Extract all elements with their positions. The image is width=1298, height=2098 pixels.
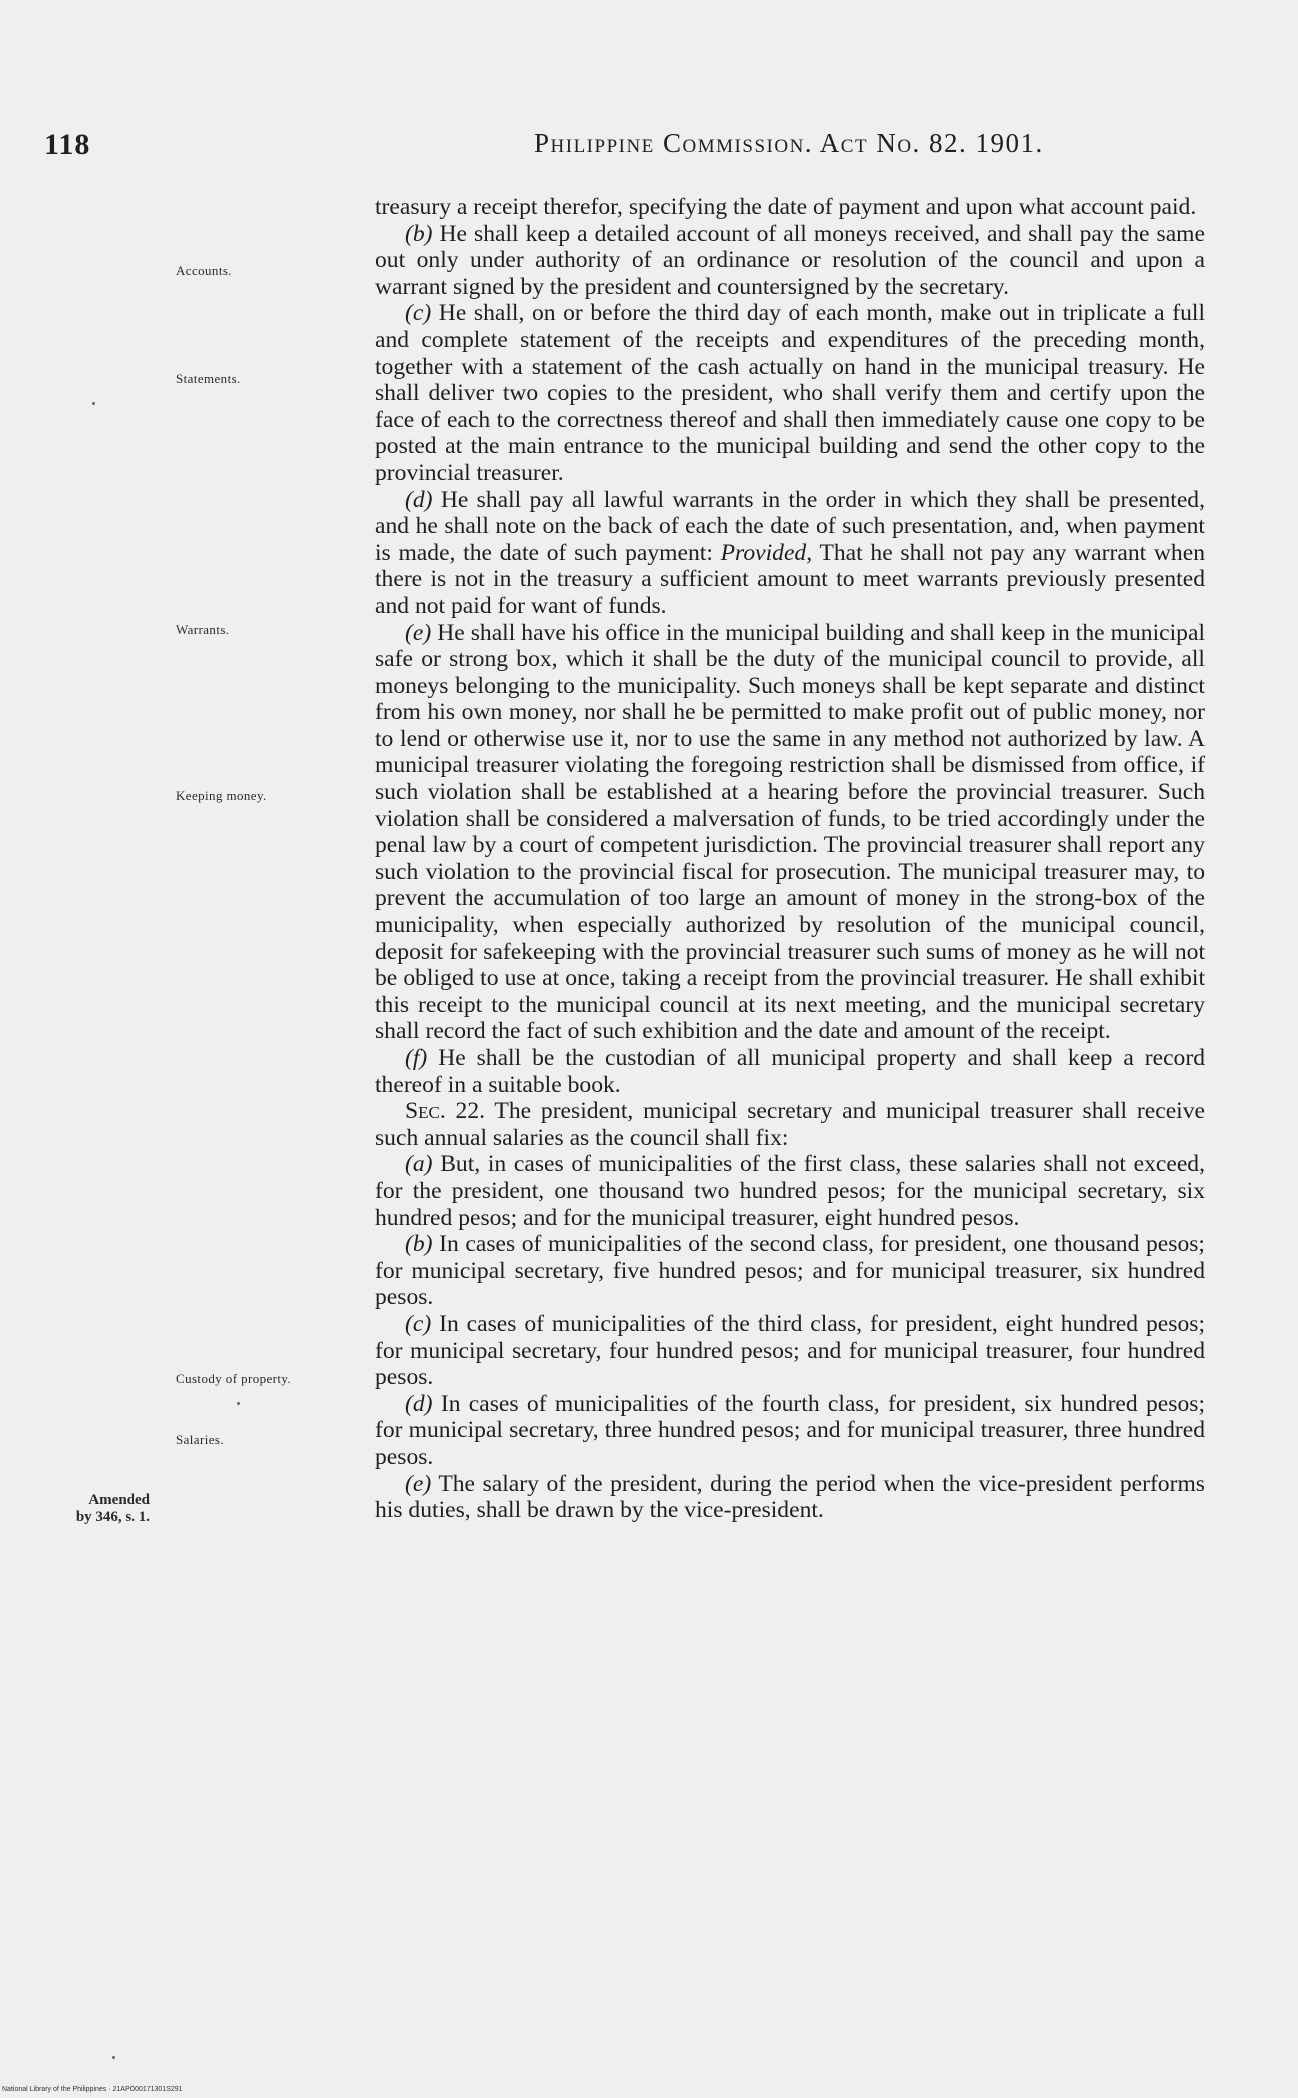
paragraph-d-warrants: (d) He shall pay all lawful warrants in the order in which they shall be presented, and he shall note on the back of each the date of such presentation, and, when payment is made, the date of such payment: Provided, That he shall not pay any warrant when there is not in the treasury a sufficient amount to meet warrants previously presented and not paid for want of funds.	[375, 486, 1206, 619]
section-22: Sec. 22. The president, municipal secretary and municipal treasurer shall receive such annual salaries as the council shall fix:	[375, 1098, 1205, 1151]
page-number: 118	[44, 128, 91, 161]
scan-credit: National Library of the Philippines · 21APO00171301S291	[2, 2086, 183, 2093]
clause-label: (f)	[405, 1045, 428, 1071]
amendment-note	[40, 1492, 150, 1526]
clause-label: (a)	[405, 1151, 433, 1178]
scan-speck	[92, 402, 95, 405]
body-text	[375, 194, 1205, 1524]
margin-note-accounts: Accounts.	[176, 263, 232, 278]
amendment-note-line2: by 346, s. 1.	[75, 1509, 150, 1525]
margin-note-keeping-money: Keeping money.	[176, 788, 267, 803]
paragraph-continued: treasury a receipt therefor, specifying the date of payment and upon what account paid.	[375, 194, 1197, 220]
salary-clause-b: (b) In cases of municipalities of the second class, for president, one thousand pesos; for municipal secretary, five hundred pesos; and for municipal treasurer, six hundred pesos.	[375, 1231, 1205, 1311]
margin-note-custody-of-property: Custody of property.	[176, 1371, 292, 1386]
salary-clause-c: (c) In cases of municipalities of the third class, for president, eight hundred pesos; for municipal secretary, four hundred pesos; and for municipal treasurer, four hundred pesos.	[375, 1310, 1205, 1391]
clause-label: (d)	[405, 1390, 433, 1417]
salary-clause-e: (e) The salary of the president, during the period when the vice-president performs his duties, shall be drawn by the vice-president.	[375, 1470, 1205, 1524]
amendment-note-line1: Amended	[88, 1492, 150, 1508]
page-header	[44, 128, 1194, 168]
running-head: Philippine Commission. Act No. 82. 1901.	[534, 128, 1044, 158]
clause-label: (e)	[405, 1470, 432, 1497]
margin-note-statements: Statements.	[176, 371, 241, 386]
salary-clause-a: (a) But, in cases of municipalities of the first class, these salaries shall not exceed, for the president, one thousand two hundred pesos; for the municipal secretary, six hundred pesos; and for the municipal treasurer, eight hundred pesos.	[375, 1151, 1205, 1231]
paragraph-f-custody: (f) He shall be the custodian of all municipal property and shall keep a record thereof in a suitable book.	[375, 1045, 1205, 1098]
margin-note-warrants: Warrants.	[176, 622, 230, 637]
paragraph-c-statements: (c) He shall, on or before the third day of each month, make out in triplicate a full and complete statement of the receipts and expenditures of the preceding month, together with a statement of the cash actually on hand in the municipal treasury. He shall deliver two copies to the president, who shall verify them and certify upon the face of each to the correctness thereof and shall then immediately cause one copy to be posted at the main entrance to the municipal building and send the other copy to the provincial treasurer.	[375, 300, 1205, 486]
salary-clause-d: (d) In cases of municipalities of the fourth class, for president, six hundred pesos; for municipal secretary, three hundred pesos; and for municipal treasurer, three hundred pesos.	[375, 1390, 1205, 1470]
paragraph-b-accounts: (b) He shall keep a detailed account of all moneys received, and shall pay the same out only under authority of an ordinance or resolution of the council and upon a warrant signed by the president and countersigned by the secretary.	[375, 220, 1205, 300]
scan-speck	[112, 2056, 115, 2059]
clause-label: (b)	[405, 1231, 433, 1258]
margin-note-salaries: Salaries.	[176, 1432, 225, 1447]
clause-label: (e)	[405, 619, 432, 646]
clause-label: (d)	[405, 486, 433, 513]
scan-speck	[237, 1402, 240, 1405]
clause-label: (c)	[405, 1310, 432, 1337]
clause-label: (c)	[405, 300, 432, 327]
paragraph-e-keeping-money: (e) He shall have his office in the municipal building and shall keep in the municipal safe or strong box, which it shall be the duty of the municipal council to provide, all moneys belonging to the municipality. Such moneys shall be kept separate and distinct from his own money, nor shall he be permitted to make profit out of public money, nor to lend or otherwise use it, nor to use the same in any method not authorized by law. A municipal treasurer violating the foregoing restriction shall be dismissed from office, if such violation shall be established at a hearing before the provincial treasurer. Such violation shall be considered a malversation of funds, to be tried accordingly under the penal law by a court of competent jurisdiction. The provincial treasurer shall report any such violation to the provincial fiscal for prosecution. The municipal treasurer may, to prevent the accumulation of too large an amount of money in the strong-box of the municipality, when especially authorized by resolution of the municipal council, deposit for safekeeping with the provincial treasurer such sums of money as he will not be obliged to use at once, taking a receipt from the provincial treasurer. He shall exhibit this receipt to the municipal council at its next meeting, and the municipal secretary shall record the fact of such exhibition and the date and amount of the receipt.	[375, 619, 1205, 1045]
section-label: Sec. 22.	[405, 1098, 486, 1125]
provided-word: Provided,	[720, 539, 813, 566]
clause-label: (b)	[405, 220, 433, 247]
